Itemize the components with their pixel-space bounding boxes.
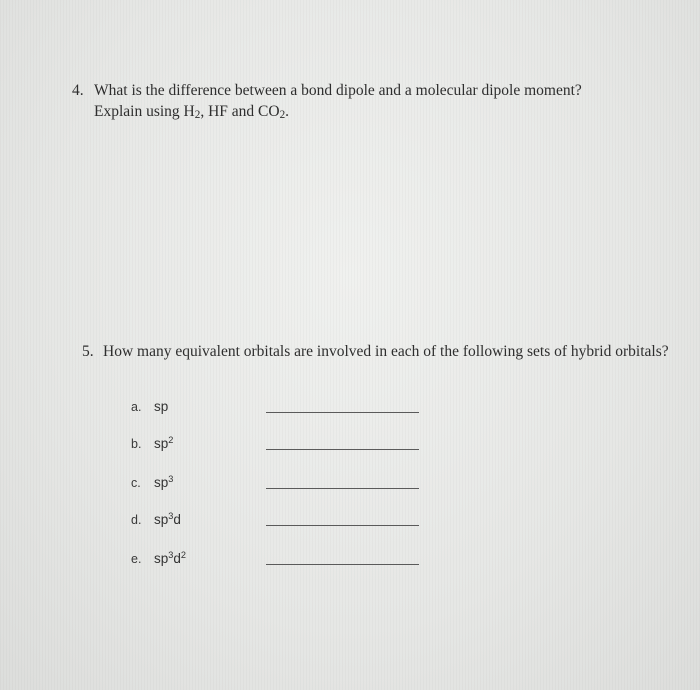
question-4-text xyxy=(72,80,672,126)
question-5 xyxy=(82,341,682,362)
option-e xyxy=(131,549,431,574)
option-label: $sp^2$ xyxy=(154,434,174,451)
option-c xyxy=(131,473,431,498)
question-4-number: 4. xyxy=(72,82,84,99)
option-letter: d. xyxy=(131,513,142,527)
option-a xyxy=(131,400,431,422)
answer-blank-c[interactable] xyxy=(266,488,419,489)
option-label: sp xyxy=(154,399,169,414)
option-letter: a. xyxy=(131,400,142,414)
answer-blank-e[interactable] xyxy=(266,564,419,565)
question-4 xyxy=(72,80,672,126)
question-4-line-2: Explain using H2, HF and CO2. xyxy=(94,103,290,121)
option-letter: b. xyxy=(131,437,142,451)
question-4-line-1: What is the difference between a bond dipole and a molecular dipole moment? xyxy=(94,82,582,99)
option-label: $sp^3d^2$ xyxy=(154,549,186,566)
question-5-text: How many equivalent orbitals are involved in each of the following sets of hybrid orbitals? xyxy=(103,343,669,360)
answer-blank-b[interactable] xyxy=(266,449,419,450)
option-b xyxy=(131,434,431,459)
answer-blank-a[interactable] xyxy=(266,412,419,413)
option-letter: e. xyxy=(131,552,142,566)
option-label: $sp^3d$ xyxy=(154,510,181,527)
question-5-number: 5. xyxy=(82,343,94,360)
option-d xyxy=(131,510,431,535)
option-letter: c. xyxy=(131,476,141,490)
option-label: $sp^3$ xyxy=(154,473,174,490)
answer-blank-d[interactable] xyxy=(266,525,419,526)
